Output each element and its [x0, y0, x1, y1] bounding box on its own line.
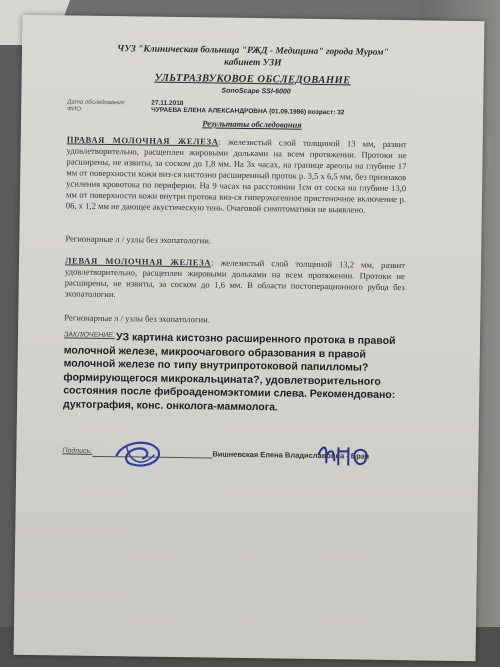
conclusion-label: ЗАКЛЮЧЕНИЕ: — [63, 331, 115, 340]
right-breast-section — [66, 134, 407, 216]
cabinet-name: кабинет УЗИ — [224, 57, 282, 69]
right-breast-text: : железистый слой толщиной 13 мм, развит удовлетворительно, расщеплен жировыми дольками на всем протяжении. Протоки не расширены, не извиты, за соском до 1,8 мм. На 3х часах, на границе ареолы на глубине 17 мм от поверхности кожи виз-ся кистозно расширенный проток р. 3,5 х 6,5 мм, без признаков усиления кровотока по периферии. На 9 часах на расстоянии 1см от соска на глубине 13,0 мм от поверхности кожи внутри протока виз-ся гиперэхогенное пристеночное включение р. 06, х 1,2 мм не дающее акустическую тень. Очаговой симптоматики не выявлено. — [65, 136, 407, 215]
patient-info: ЧУРАЕВА ЕЛЕНА АЛЕКСАНДРОВНА (01.09.1986) возраст: 32 — [151, 106, 345, 117]
right-breast-heading: ПРАВАЯ МОЛОЧНАЯ ЖЕЛЕЗА — [66, 134, 219, 147]
signature-label: Подпись: — [62, 447, 93, 455]
handwritten-signature — [314, 441, 374, 472]
results-title: Результаты обследования — [202, 118, 302, 130]
document-title: УЛЬТРАЗВУКОВОЕ ОБСЛЕДОВАНИЕ — [154, 72, 351, 87]
left-lymph-note: Регионарные л / узлы без эхопатологии. — [64, 312, 210, 325]
fio-label: ФИО: — [67, 106, 83, 113]
document-page — [14, 15, 485, 661]
conclusion-text: УЗ картина кистозно расширенного протока в правой молочной железе, микроочагового образования в правой молочной железе по типу внутрипротоковой папилломы? формирующегося микрокальцината?, удовлетворительного состояния после фиброаденомэктомии слева. Рекомендовано: дуктография, конс. онколога-маммолога. — [62, 331, 396, 413]
exam-date: 27.11.2018 — [151, 99, 184, 108]
left-breast-heading: ЛЕВАЯ МОЛОЧНАЯ ЖЕЛЕЗА — [64, 255, 212, 268]
left-breast-section — [65, 255, 406, 304]
doctor-name: Вишневская Елена Владиславовна - Врач — [212, 449, 370, 461]
clinic-name: ЧУЗ "Клиническая больница "РЖД - Медицина" города Муром" — [117, 44, 389, 58]
device-name: SonoScape SSI-6000 — [221, 87, 291, 96]
right-lymph-note: Регионарные л / узлы без эхопатологии. — [65, 233, 212, 246]
left-breast-text: : железистый слой толщиной 13,2 мм, развит удовлетворительно, расщеплен жировыми дольками на всем протяжении. Протоки не расширены, не извиты, за соском до 1,6 мм. В области постоперационного рубца без эхопатологии. — [64, 257, 406, 300]
date-label: Дата обследования: — [67, 99, 126, 107]
stamp-scribble — [108, 434, 169, 475]
